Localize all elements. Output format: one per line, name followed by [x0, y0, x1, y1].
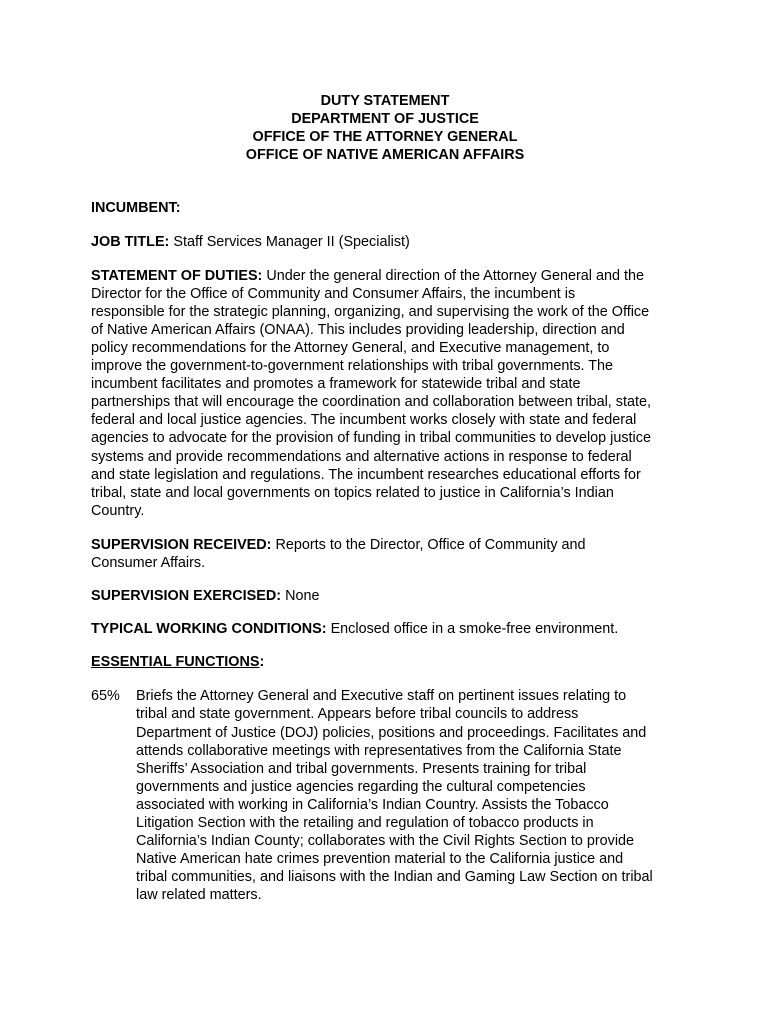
- header-division: OFFICE OF NATIVE AMERICAN AFFAIRS: [245, 147, 525, 164]
- supervision-exercised-section: [91, 587, 691, 605]
- job-title-section: [91, 233, 691, 251]
- function-line: California’s Indian County; collaborates with the Civil Rights Section to provide: [136, 833, 635, 850]
- function-line: associated with working in California’s Indian Country. Assists the Tobacco: [136, 796, 609, 813]
- function-line: Department of Justice (DOJ) policies, positions and proceedings. Facilitates and: [136, 724, 647, 741]
- essential-functions-heading: [91, 653, 691, 671]
- header-title: DUTY STATEMENT: [320, 93, 450, 109]
- duties-line: tribal, state and local governments on topics related to justice in California’s Indian: [91, 484, 614, 501]
- supervision-exercised-label: SUPERVISION EXERCISED:: [91, 588, 282, 605]
- function-description: [136, 687, 691, 904]
- duties-line: and state legislation and regulations. The incumbent researches educational efforts for: [91, 466, 641, 483]
- supervision-received-line: Reports to the Director, Office of Community and: [275, 536, 586, 553]
- statement-of-duties-label: STATEMENT OF DUTIES:: [91, 267, 263, 284]
- supervision-exercised-value: None: [285, 588, 320, 605]
- essential-function-item: [91, 687, 691, 904]
- incumbent-section: [91, 199, 691, 217]
- job-title-value: Staff Services Manager II (Specialist): [173, 234, 410, 251]
- function-line: Sheriffs’ Association and tribal governments. Presents training for tribal: [136, 760, 587, 777]
- duties-line: systems and provide recommendations and alternative actions in response to federal: [91, 448, 632, 465]
- job-title-label: JOB TITLE:: [91, 234, 170, 251]
- function-line: tribal and state government. Appears before tribal councils to address: [136, 706, 579, 723]
- document-page: [91, 92, 691, 904]
- incumbent-label: INCUMBENT:: [91, 200, 181, 217]
- duties-line: policy recommendations for the Attorney General, and Executive management, to: [91, 339, 610, 356]
- function-line: Litigation Section with the retailing and regulation of tobacco products in: [136, 815, 594, 831]
- function-line: Briefs the Attorney General and Executive staff on pertinent issues relating to: [136, 688, 627, 705]
- supervision-received-line: Consumer Affairs.: [91, 554, 206, 571]
- function-line: governments and justice agencies regarding the cultural competencies: [136, 778, 586, 795]
- supervision-received-section: [91, 536, 691, 572]
- duties-line: federal and local justice agencies. The incumbent works closely with state and federal: [91, 412, 637, 429]
- header-office: OFFICE OF THE ATTORNEY GENERAL: [252, 129, 518, 146]
- function-line: attends collaborative meetings with representatives from the California State: [136, 742, 622, 759]
- function-line: Native American hate crimes prevention material to the California justice and: [136, 851, 624, 868]
- document-header: [91, 92, 679, 164]
- duties-line: of Native American Affairs (ONAA). This includes providing leadership, direction and: [91, 321, 625, 338]
- function-line: law related matters.: [136, 887, 262, 904]
- statement-of-duties-section: [91, 267, 691, 520]
- duties-line: agencies to advocate for the provision of funding in tribal communities to develop justice: [91, 430, 651, 447]
- function-percent: 65%: [91, 688, 120, 705]
- supervision-received-label: SUPERVISION RECEIVED:: [91, 536, 272, 553]
- essential-functions-label: ESSENTIAL FUNCTIONS: [91, 654, 260, 671]
- working-conditions-label: TYPICAL WORKING CONDITIONS:: [91, 621, 327, 638]
- duties-line: responsible for the strategic planning, organizing, and supervising the work of the Office: [91, 303, 650, 320]
- function-line: tribal communities, and liaisons with the Indian and Gaming Law Section on tribal: [136, 869, 653, 886]
- duties-line: improve the government-to-government relationships with tribal governments. The: [91, 358, 614, 375]
- duties-line: Under the general direction of the Attorney General and the: [266, 267, 644, 284]
- essential-functions-colon: :: [259, 654, 265, 671]
- header-department: DEPARTMENT OF JUSTICE: [291, 111, 479, 128]
- working-conditions-section: [91, 620, 691, 638]
- working-conditions-value: Enclosed office in a smoke-free environment.: [330, 621, 619, 638]
- duties-line: Country.: [91, 502, 145, 519]
- duties-line: Director for the Office of Community and Consumer Affairs, the incumbent is: [91, 285, 576, 302]
- duties-line: incumbent facilitates and promotes a framework for statewide tribal and state: [91, 376, 581, 393]
- duties-line: partnerships that will encourage the coordination and collaboration between tribal, state,: [91, 394, 651, 411]
